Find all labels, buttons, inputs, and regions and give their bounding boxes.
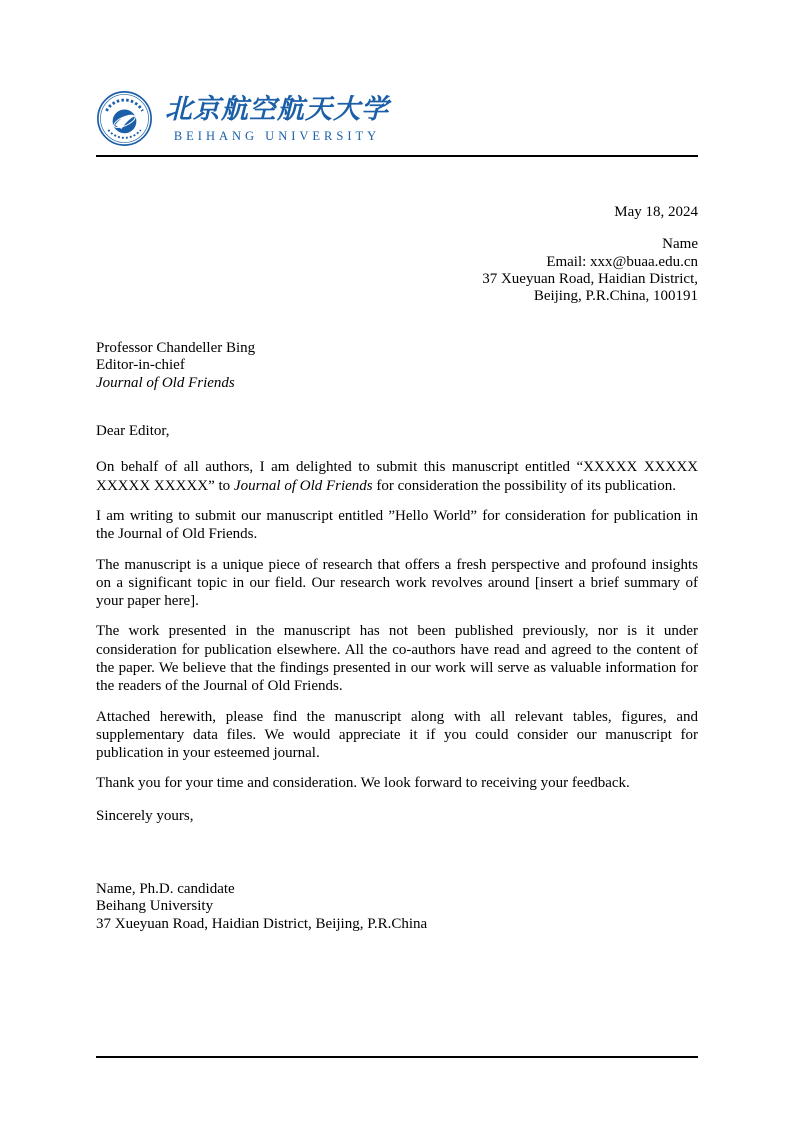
signature-affiliation: Beihang University (96, 898, 214, 915)
paragraph-1-text: On behalf of all authors, I am delighted to submit this manuscript entitled “XXXXX XXXXX XXXXX XXXXX” to (96, 459, 698, 494)
university-name-english: BEIHANG UNIVERSITY (173, 128, 381, 143)
recipient-name: Professor Chandeller Bing (96, 339, 256, 356)
university-names (165, 93, 389, 144)
salutation: Dear Editor, (96, 423, 170, 440)
letterhead-logo-row (96, 90, 698, 147)
signature-address: 37 Xueyuan Road, Haidian District, Beijing, P.R.China (96, 915, 428, 932)
footer-rule (96, 1056, 698, 1058)
paragraph-1-journal-italic: Journal of Old Friends (233, 477, 373, 494)
letter-body (96, 458, 698, 792)
beihang-logo-icon (96, 90, 153, 147)
sender-block (96, 236, 698, 306)
header-rule (96, 155, 698, 157)
recipient-block (96, 340, 698, 392)
body-paragraph-5: Attached herewith, please find the manuscript along with all relevant tables, figures, and supplementary data files. We would appreciate it if you could consider our manuscript for publication in your esteemed journal. (96, 708, 698, 762)
university-name-chinese: 北京航空航天大学 (165, 93, 389, 124)
signature-name: Name, Ph.D. candidate (96, 881, 235, 898)
body-paragraph-1 (96, 458, 698, 495)
recipient-journal: Journal of Old Friends (96, 374, 235, 391)
paragraph-1-text-end: for consideration the possibility of its publication. (372, 477, 676, 494)
body-paragraph-4: The work presented in the manuscript has not been published previously, nor is it under consideration for publication elsewhere. All the co-authors have read and agreed to the content of the paper. We believe that the findings presented in our work will serve as valuable information for the readers of the Journal of Old Friends. (96, 623, 698, 695)
letter-content (96, 0, 698, 933)
sender-address-line2: Beijing, P.R.China, 100191 (533, 288, 698, 305)
recipient-title: Editor-in-chief (96, 357, 185, 374)
letterhead (96, 0, 698, 157)
body-paragraph-2: I am writing to submit our manuscript entitled ”Hello World” for consideration for publication in the Journal of Old Friends. (96, 507, 698, 543)
sender-email: Email: xxx@buaa.edu.cn (546, 253, 698, 270)
body-paragraph-3: The manuscript is a unique piece of research that offers a fresh perspective and profound insights on a significant topic in our field. Our research work revolves around [insert a brief summary of your paper here]. (96, 556, 698, 610)
signature-block (96, 881, 698, 933)
sender-name: Name (662, 236, 698, 253)
letter-date: May 18, 2024 (614, 204, 698, 220)
body-paragraph-6: Thank you for your time and consideration. We look forward to receiving your feedback. (96, 775, 630, 792)
closing: Sincerely yours, (96, 807, 194, 824)
sender-address-line1: 37 Xueyuan Road, Haidian District, (482, 271, 698, 288)
